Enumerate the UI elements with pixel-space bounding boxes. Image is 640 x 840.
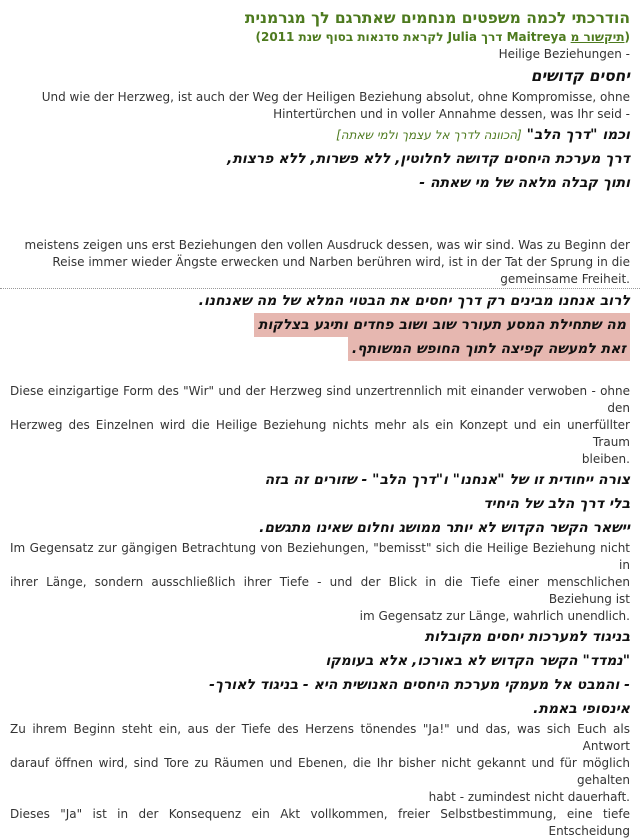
hebrew-paragraph-line: בניגוד למערכות יחסים מקובלות — [424, 629, 630, 645]
german-paragraph-line: Diese einzigartige Form des "Wir" und der Herzweg sind unzertrennlich mit einander verwoben - ohne den — [10, 384, 630, 415]
hebrew-paragraph-line: אינסופי באמת. — [533, 701, 630, 717]
spacer — [10, 195, 630, 237]
german-paragraph-line: Dieses "Ja" ist in der Konsequenz ein Akt vollkommen, freier Selbstbestimmung, eine tiefe Entscheidung — [10, 807, 630, 838]
german-paragraph-line: .habt - zumindest nicht dauerhaft — [428, 790, 630, 804]
german-paragraph-line: darauf öffnen wird, sind Tore zu Räumen und Ebenen, die Ihr bisher nicht gekannt und für möglich gehalten — [10, 756, 630, 787]
german-paragraph-line: Im Gegensatz zur gängigen Betrachtung von Beziehungen, "bemisst" sich die Heilige Beziehung nicht in — [10, 541, 630, 572]
german-paragraph-line: Reise immer wieder Ängste erwecken und Narben berühren wird, ist in der Tat der Sprung in die — [52, 255, 630, 269]
german-heading: - Heilige Beziehungen — [498, 47, 630, 61]
hebrew-highlighted-line — [10, 337, 630, 361]
hebrew-text: וכמו "דרך הלב" — [526, 127, 630, 143]
hebrew-paragraph-line: דרך מערכת היחסים קדושה לחלוטין, ללא פשרות, ללא פרצות, — [227, 151, 630, 167]
hebrew-paragraph-line: לרוב אנחנו מבינים רק דרך יחסים את הבטוי המלא של מה שאנחנו. — [198, 293, 630, 309]
german-paragraph-line: .im Gegensatz zur Länge, wahrlich unendlich — [359, 609, 630, 623]
hebrew-paragraph-line: צורה ייחודית זו של "אנחנו" ו"דרך הלב" - שזורים זה בזה — [264, 472, 630, 488]
german-paragraph-line: - Hintertürchen und in voller Annahme dessen, was Ihr seid — [273, 107, 630, 121]
translator-note: [הכוונה לדרך אל עצמך ולמי שאתה] — [336, 128, 522, 142]
spacer — [10, 361, 630, 383]
highlight: זאת למעשה קפיצה לתוך החופש המשותף. — [348, 337, 630, 361]
hebrew-highlighted-line — [10, 313, 630, 337]
hebrew-heading: יחסים קדושים — [530, 67, 630, 85]
hebrew-paragraph-line: בלי דרך הלב של היחיד — [483, 496, 630, 512]
german-paragraph-line: meistens zeigen uns erst Beziehungen den vollen Ausdruck dessen, was wir sind. Was zu Beginn der — [24, 238, 630, 252]
page-title: הודרכתי לכמה משפטים מנחמים שאתרגם לך מגרמנית — [244, 9, 630, 27]
hebrew-paragraph-line: יישאר הקשר הקדוש לא יותר ממושג וחלום שאינו מתגשם. — [259, 520, 630, 536]
subtitle-text: Maitreya דרך Julia לקראת סדנאות בסוף שנת 2011) — [255, 30, 571, 44]
german-paragraph-line: Herzweg des Einzelnen wird die Heilige Beziehung nichts mehr als ein Konzept und ein unerfüllter Traum — [10, 418, 630, 449]
hebrew-paragraph-line — [10, 123, 630, 147]
german-paragraph-line: Zu ihrem Beginn steht ein, aus der Tiefe des Herzens tönendes "Ja!" und das, was sich Euch als Antwort — [10, 722, 630, 753]
subtitle-link[interactable]: תיקשור מ — [570, 30, 625, 44]
hebrew-paragraph-line: "נמדד" הקשר הקדוש לא באורכו, אלא בעומקו — [325, 653, 630, 669]
german-paragraph-line: .bleiben — [581, 452, 630, 466]
german-paragraph-line: .gemeinsame Freiheit — [500, 272, 630, 286]
hebrew-paragraph-line: - והמבט אל מעמקי מערכת היחסים האנושית היא - בניגוד לאורך- — [209, 677, 630, 693]
german-paragraph-line: Und wie der Herzweg, ist auch der Weg der Heiligen Beziehung absolut, ohne Kompromisse, ohne — [41, 90, 630, 104]
highlight: מה שתחילת המסע תעורר שוב ושוב פחדים ותיגע בצלקות — [254, 313, 630, 337]
page-subtitle: (תיקשור מ Maitreya דרך Julia לקראת סדנאות בסוף שנת 2011) — [255, 30, 630, 44]
german-paragraph-line: ihrer Länge, sondern ausschließlich ihrer Tiefe - und der Blick in die Tiefe einer menschlichen Beziehung ist — [10, 575, 630, 606]
hebrew-paragraph-line: ותוך קבלה מלאה של מי שאתה - — [419, 175, 630, 191]
